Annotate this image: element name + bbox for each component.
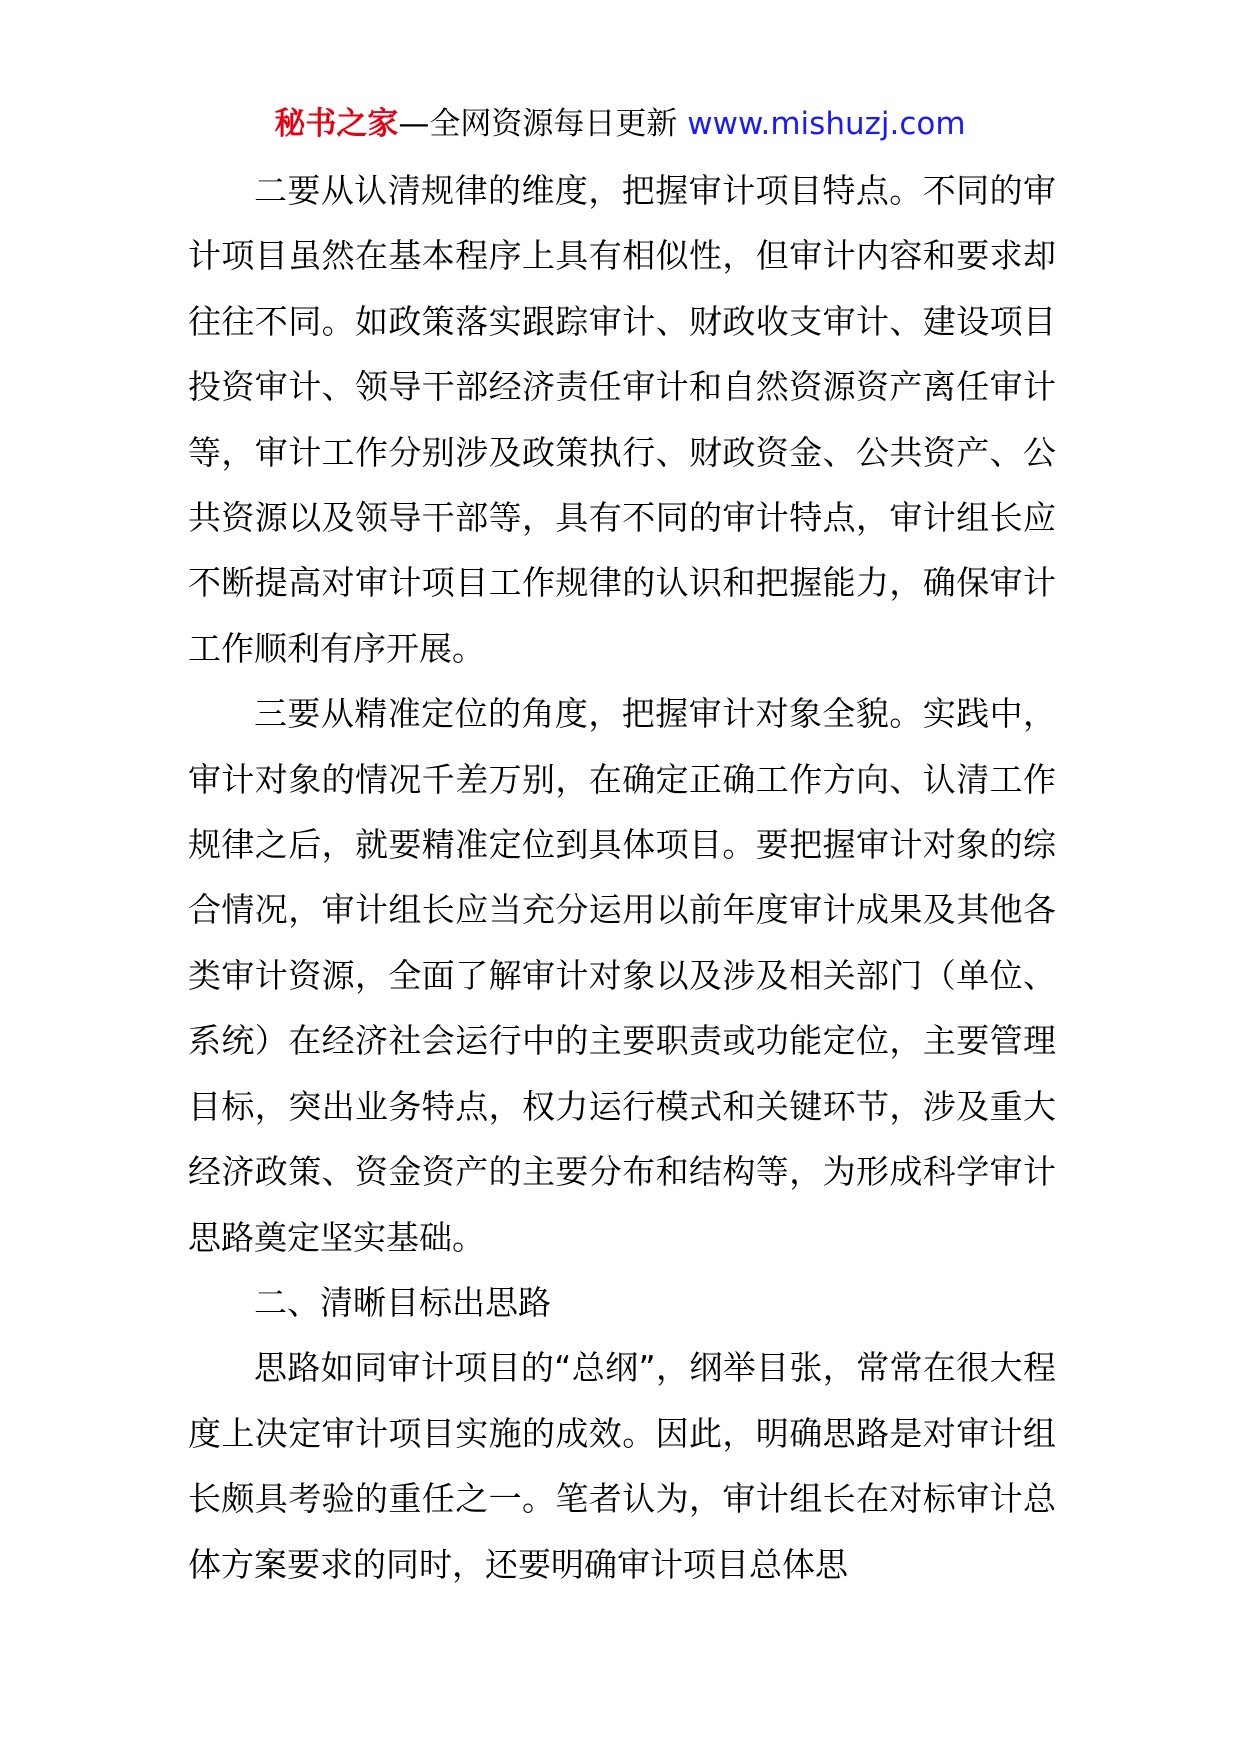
website-link[interactable]: www.mishuzj.com: [687, 106, 966, 142]
section-heading: 二、清晰目标出思路: [254, 1282, 551, 1322]
paragraph-audit-object: 三要从精准定位的角度，把握审计对象全貌。实践中，审计对象的情况千差万别，在确定正确工作方向、认清工作规律之后，就要精准定位到具体项目。要把握审计对象的综合情况，审计组长应当充分运用以前年度审计成果及其他各类审计资源，全面了解审计对象以及涉及相关部门（单位、系统）在经济社会运行中的主要职责或功能定位，主要管理目标，突出业务特点，权力运行模式和关键环节，涉及重大经济政策、资金资产的主要分布和结构等，为形成科学审计思路奠定坚实基础。: [188, 694, 1056, 1257]
document-body: [188, 158, 1056, 1597]
page-header: [0, 100, 1240, 148]
paragraph-audit-rules: 二要从认清规律的维度，把握审计项目特点。不同的审计项目虽然在基本程序上具有相似性，但审计内容和要求却往往不同。如政策落实跟踪审计、财政收支审计、建设项目投资审计、领导干部经济责任审计和自然资源资产离任审计等，审计工作分别涉及政策执行、财政资金、公共资产、公共资源以及领导干部等，具有不同的审计特点，审计组长应不断提高对审计项目工作规律的认识和把握能力，确保审计工作顺利有序开展。: [188, 171, 1056, 668]
paragraph-audit-approach: 思路如同审计项目的“总纲”，纲举目张，常常在很大程度上决定审计项目实施的成效。因此，明确思路是对审计组长颇具考验的重任之一。笔者认为，审计组长在对标审计总体方案要求的同时，还要明确审计项目总体思: [188, 1348, 1056, 1584]
header-slogan: —全网资源每日更新: [398, 106, 688, 142]
brand-name: 秘书之家: [274, 106, 399, 142]
